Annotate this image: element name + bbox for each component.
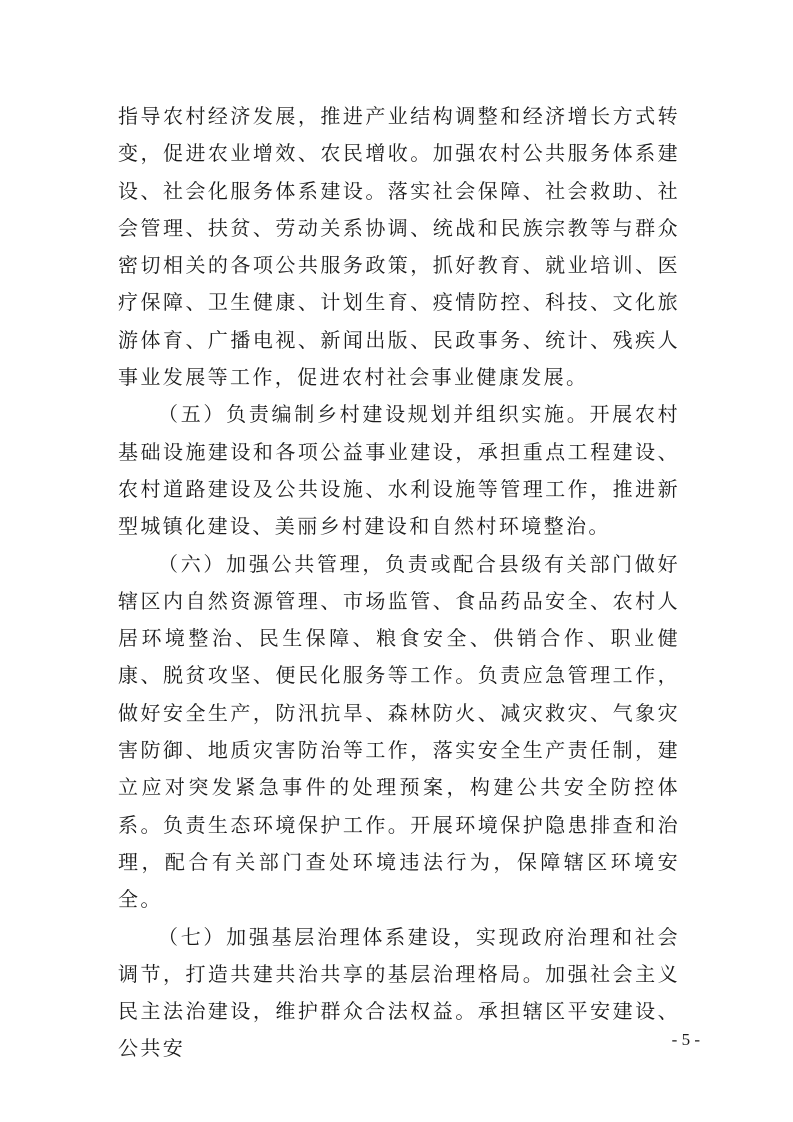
document-body [118,98,680,1068]
paragraph-item-5: （五）负责编制乡村建设规划并组织实施。开展农村基础设施建设和各项公益事业建设，承担重点工程建设、农村道路建设及公共设施、水利设施等管理工作，推进新型城镇化建设、美丽乡村建设和自然村环境整治。 [118,402,680,539]
paragraph-item-6: （六）加强公共管理，负责或配合县级有关部门做好辖区内自然资源管理、市场监管、食品药品安全、农村人居环境整治、民生保障、粮食安全、供销合作、职业健康、脱贫攻坚、便民化服务等工作。负责应急管理工作，做好安全生产，防汛抗旱、森林防火、减灾救灾、气象灾害防御、地质灾害防治等工作，落实安全生产责任制，建立应对突发紧急事件的处理预案，构建公共安全防控体系。负责生态环境保护工作。开展环境保护隐患排查和治理，配合有关部门查处环境违法行为，保障辖区环境安全。 [118,551,680,912]
paragraph-item-7: （七）加强基层治理体系建设，实现政府治理和社会调节，打造共建共治共享的基层治理格局。加强社会主义民主法治建设，维护群众合法权益。承担辖区平安建设、公共安 [118,924,680,1061]
paragraph-continuation: 指导农村经济发展，推进产业结构调整和经济增长方式转变，促进农业增效、农民增收。加强农村公共服务体系建设、社会化服务体系建设。落实社会保障、社会救助、社会管理、扶贫、劳动关系协调、统战和民族宗教等与群众密切相关的各项公共服务政策，抓好教育、就业培训、医疗保障、卫生健康、计划生育、疫情防控、科技、文化旅游体育、广播电视、新闻出版、民政事务、统计、残疾人事业发展等工作，促进农村社会事业健康发展。 [118,104,680,390]
page-number: - 5 - [671,1030,700,1049]
